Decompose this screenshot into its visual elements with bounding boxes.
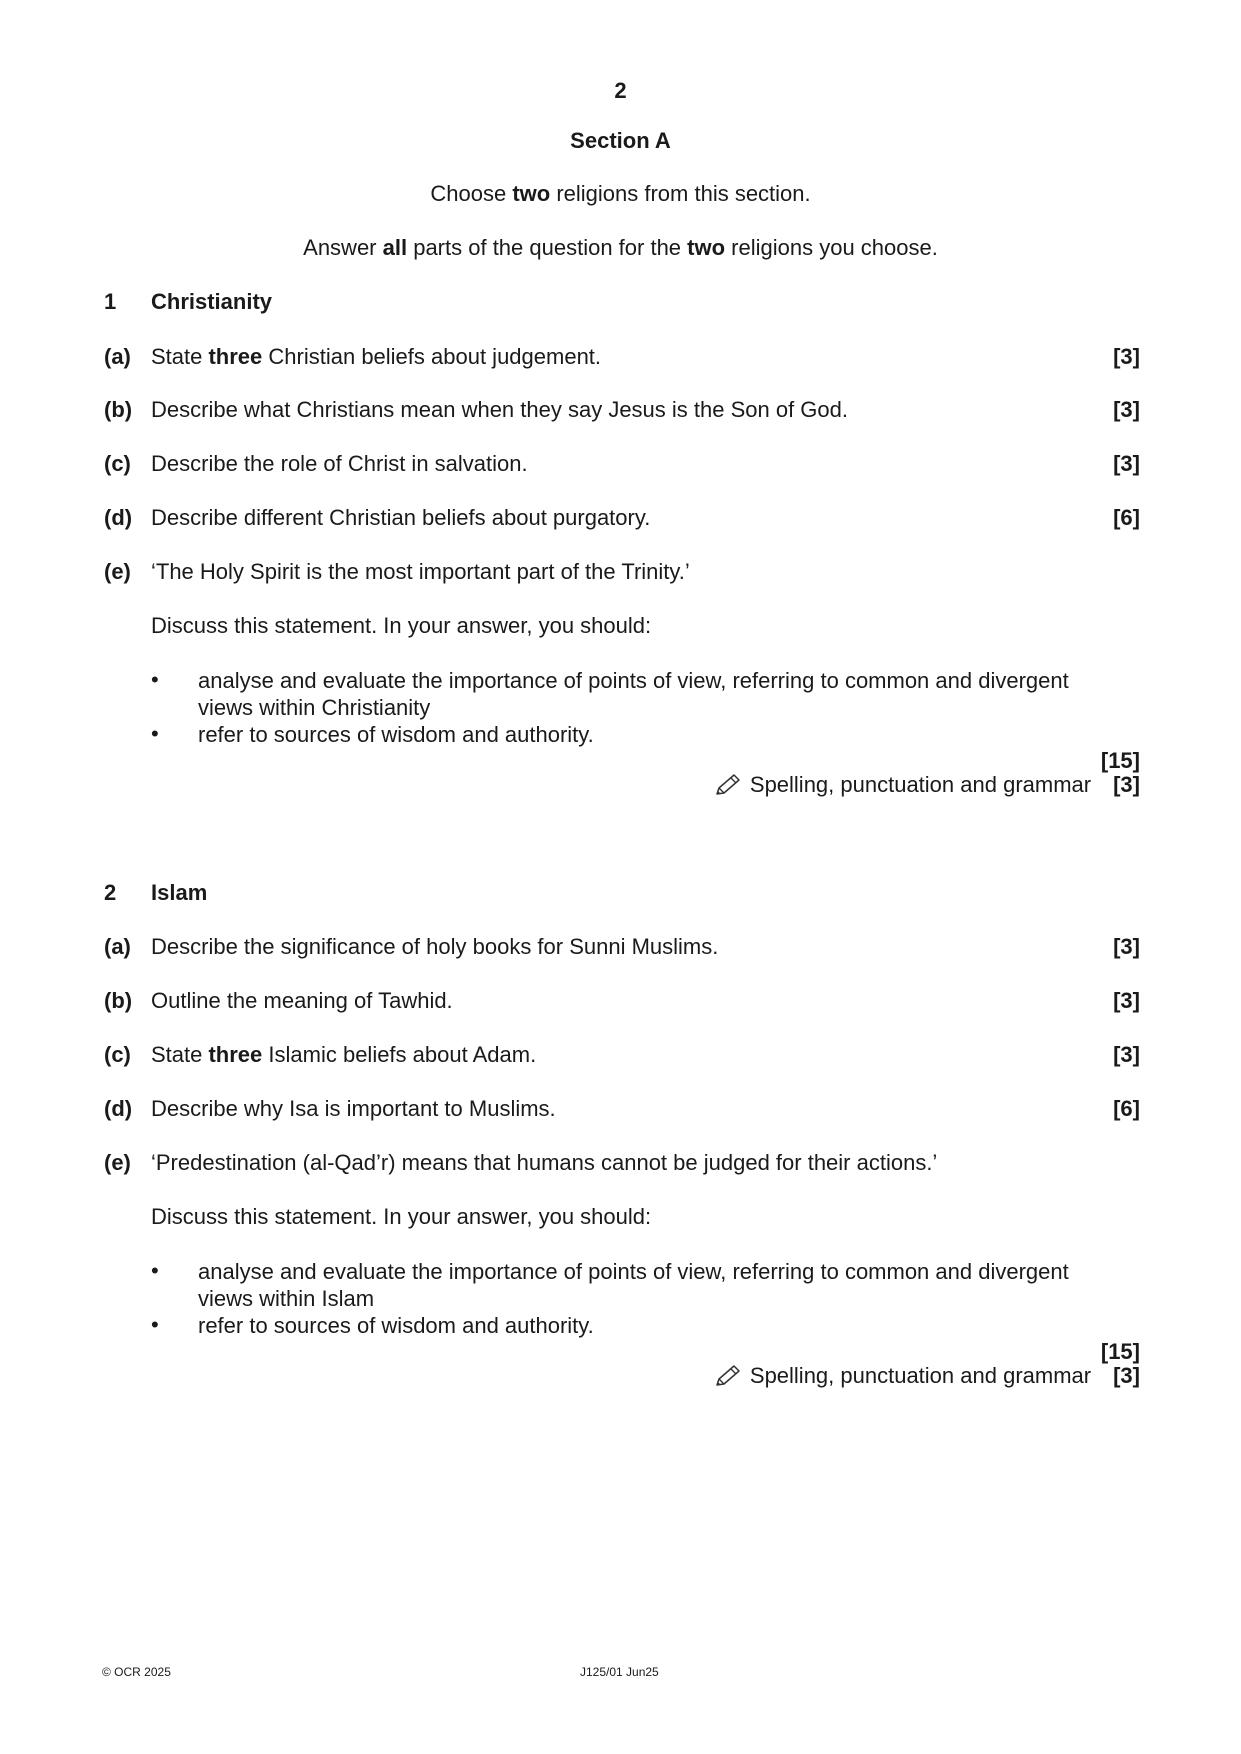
question-text: ‘Predestination (al-Qad’r) means that humans cannot be judged for their actions.’ (151, 1150, 938, 1175)
discuss-instruction: Discuss this statement. In your answer, you should: (151, 613, 652, 638)
part-label: (b) (104, 988, 133, 1013)
part-label: (d) (104, 505, 133, 530)
part-label: (a) (104, 934, 131, 959)
question-number: 2 (104, 880, 117, 905)
marks: [3] (1113, 1042, 1140, 1067)
instruction-answer: Answer all parts of the question for the two religions you choose. (303, 235, 938, 260)
marks: [3] (1113, 988, 1140, 1013)
question-text: State three Christian beliefs about judgement. (151, 344, 602, 369)
discuss-instruction: Discuss this statement. In your answer, you should: (151, 1204, 652, 1229)
question-title: Christianity (151, 289, 273, 314)
pencil-icon (714, 773, 742, 797)
marks: [6] (1113, 1096, 1140, 1121)
instruction-choose: Choose two religions from this section. (430, 181, 811, 206)
marks: [3] (1113, 451, 1140, 476)
question-text: Describe different Christian beliefs about purgatory. (151, 505, 651, 530)
spag-line (714, 772, 1140, 798)
question-text: Describe the role of Christ in salvation. (151, 451, 528, 476)
marks: [3] (1113, 397, 1140, 422)
part-label: (c) (104, 451, 131, 476)
question-text: Describe why Isa is important to Muslims. (151, 1096, 556, 1121)
spag-label: Spelling, punctuation and grammar (749, 772, 1092, 797)
bullet-text: refer to sources of wisdom and authority. (198, 1313, 594, 1338)
pencil-icon (714, 1364, 742, 1388)
marks: [15] (1100, 1339, 1140, 1364)
question-text: Outline the meaning of Tawhid. (151, 988, 453, 1013)
bullet: • (151, 1258, 159, 1283)
section-title: Section A (570, 128, 671, 153)
spag-line (714, 1363, 1140, 1389)
part-label: (c) (104, 1042, 131, 1067)
question-text: Describe what Christians mean when they say Jesus is the Son of God. (151, 397, 849, 422)
marks: [3] (1113, 934, 1140, 959)
footer-copyright: © OCR 2025 (102, 1665, 171, 1679)
bullet-text: analyse and evaluate the importance of points of view, referring to common and divergent views within Islam (198, 1259, 1069, 1311)
page-number: 2 (614, 78, 627, 103)
spag-label: Spelling, punctuation and grammar (749, 1363, 1092, 1388)
marks: [6] (1113, 505, 1140, 530)
marks: [15] (1100, 748, 1140, 773)
question-text: State three Islamic beliefs about Adam. (151, 1042, 537, 1067)
question-title: Islam (151, 880, 208, 905)
question-number: 1 (104, 289, 117, 314)
bullet: • (151, 721, 159, 746)
part-label: (a) (104, 344, 131, 369)
part-label: (b) (104, 397, 133, 422)
bullet-text: refer to sources of wisdom and authority. (198, 722, 594, 747)
bullet: • (151, 667, 159, 692)
bullet-text: analyse and evaluate the importance of points of view, referring to common and divergent views within Christianity (198, 668, 1069, 720)
bullet: • (151, 1312, 159, 1337)
question-text: ‘The Holy Spirit is the most important part of the Trinity.’ (151, 559, 690, 584)
marks: [3] (1113, 344, 1140, 369)
part-label: (e) (104, 559, 131, 584)
part-label: (d) (104, 1096, 133, 1121)
footer-paper-code: J125/01 Jun25 (580, 1665, 659, 1679)
spag-marks: [3] (1113, 1363, 1140, 1388)
question-text: Describe the significance of holy books for Sunni Muslims. (151, 934, 719, 959)
part-label: (e) (104, 1150, 131, 1175)
spag-marks: [3] (1113, 772, 1140, 797)
